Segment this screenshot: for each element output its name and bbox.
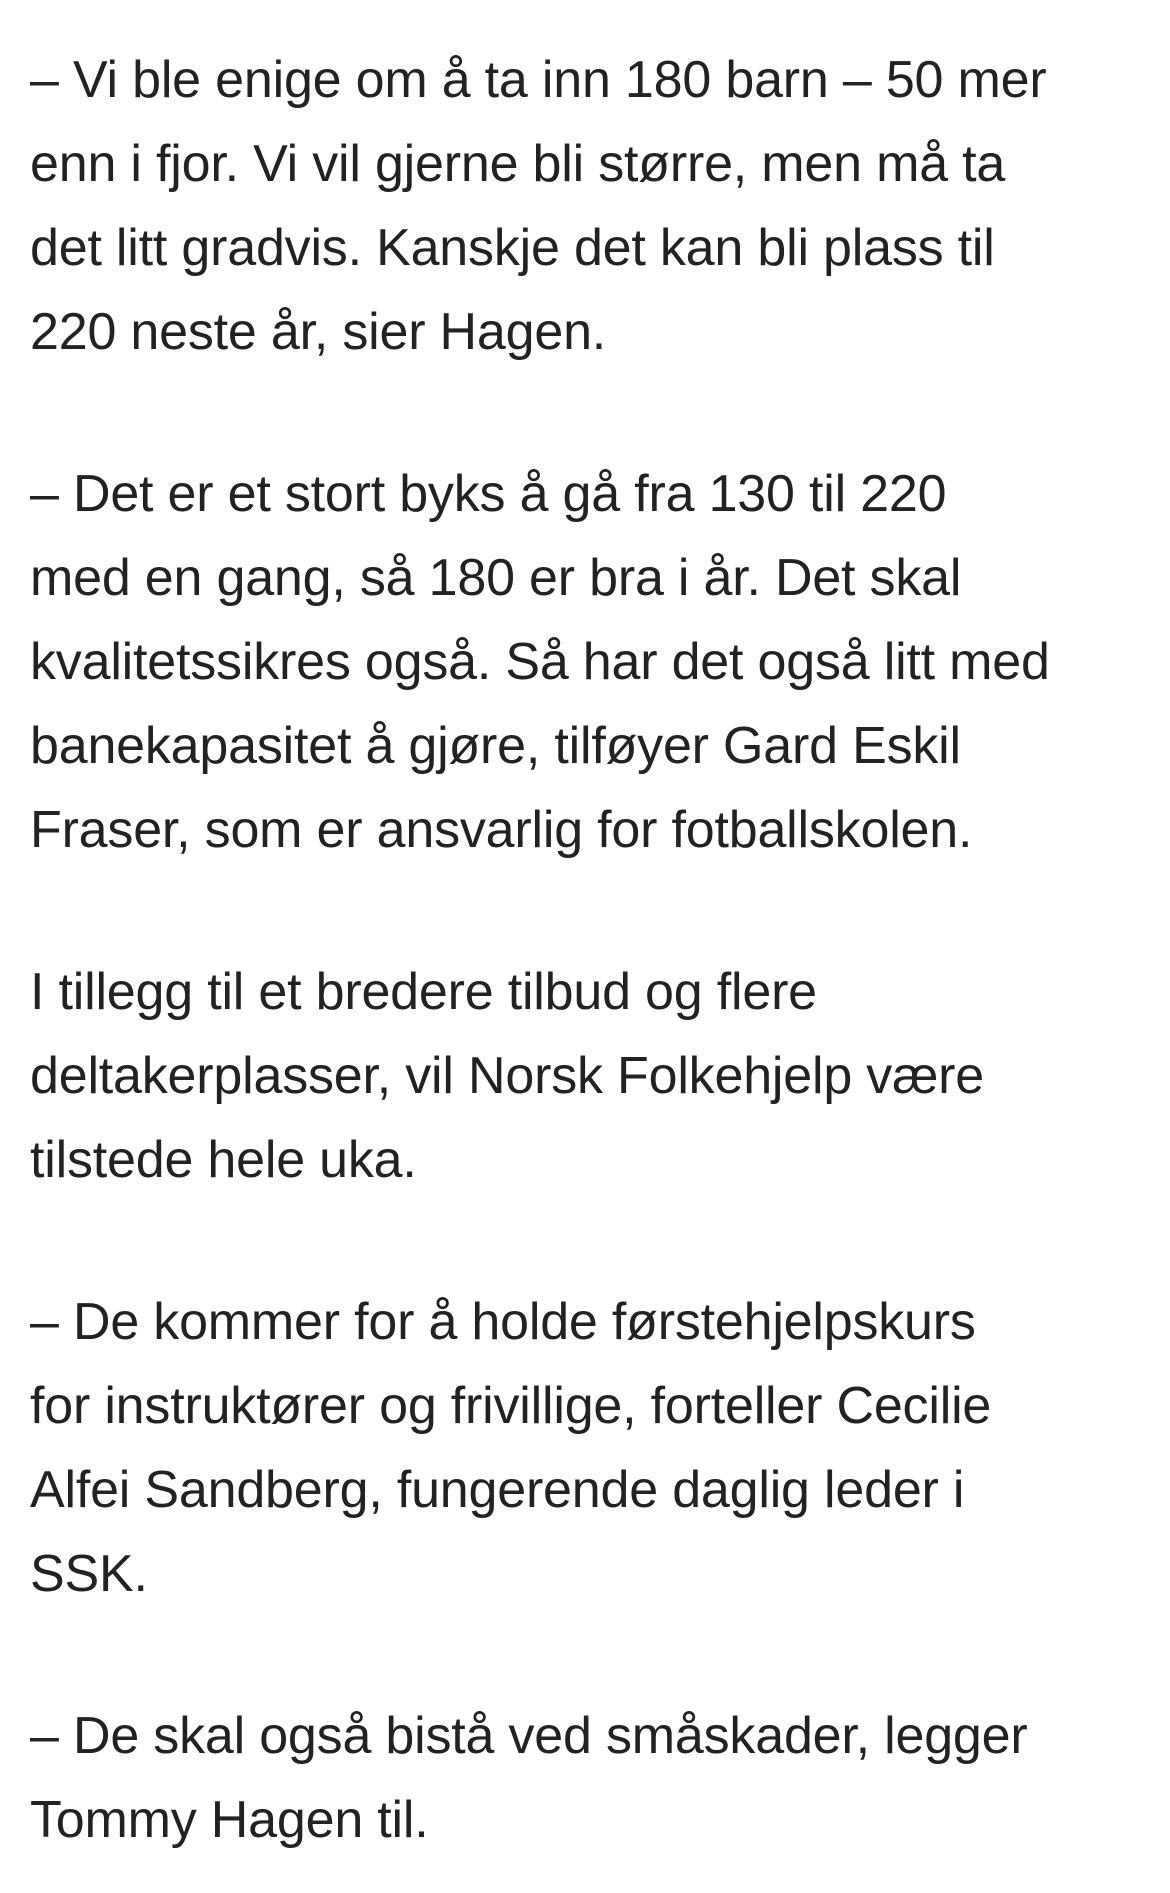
paragraph-5: – De skal også bistå ved småskader, legger Tommy Hagen til. — [30, 1707, 1028, 1849]
paragraph-1: – Vi ble enige om å ta inn 180 barn – 50 mer enn i fjor. Vi vil gjerne bli større, men må ta det litt gradvis. Kanskje det kan bli plass til 220 neste år, sier Hagen. — [30, 51, 1047, 361]
paragraph-4: – De kommer for å holde førstehjelpskurs for instruktører og frivillige, forteller Cecilie Alfei Sandberg, fungerende daglig leder i SSK. — [30, 1293, 992, 1603]
paragraph-2: – Det er et stort byks å gå fra 130 til 220 med en gang, så 180 er bra i år. Det skal kvalitetssikres også. Så har det også litt med banekapasitet å gjøre, tilføyer Gard Eskil Fraser, som er ansvarlig for fotballskolen. — [30, 465, 1050, 859]
paragraph-3: I tillegg til et bredere tilbud og flere deltakerplasser, vil Norsk Folkehjelp være tilstede hele uka. — [30, 963, 984, 1189]
article-body — [30, 38, 1150, 1862]
